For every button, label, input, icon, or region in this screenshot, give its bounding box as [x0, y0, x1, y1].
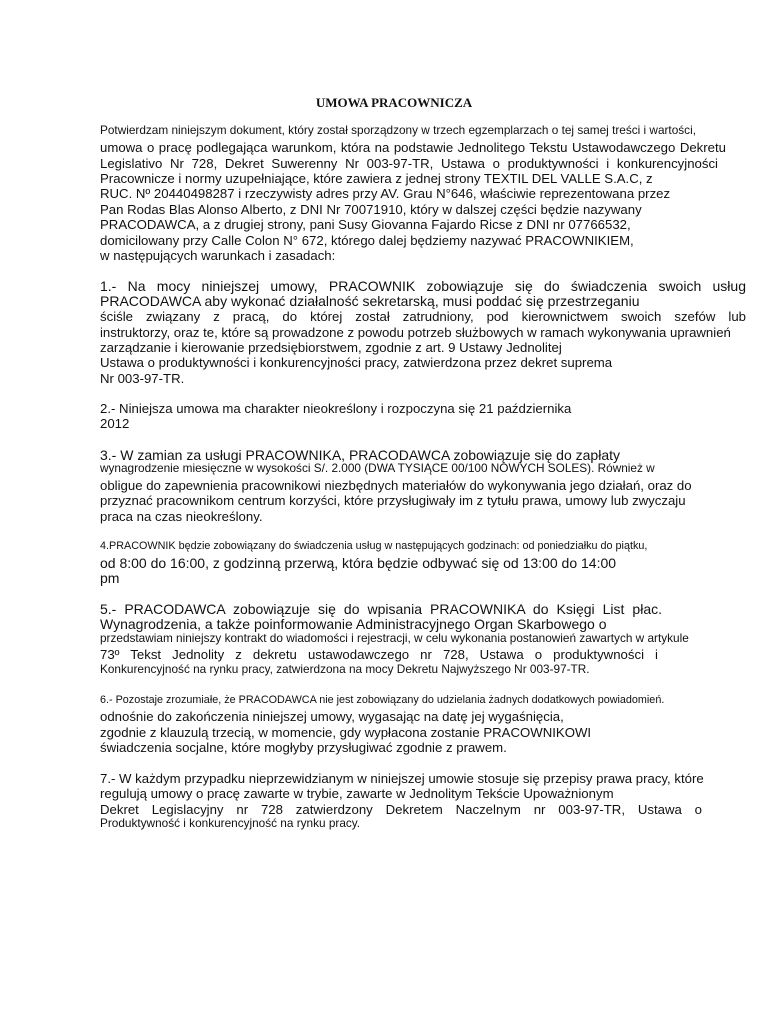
clause-3-line-1: 3.- W zamian za usługi PRACOWNIKA, PRACODAWCA zobowiązuje się do zapłaty — [100, 447, 620, 463]
clause-1-line-4: instruktorzy, oraz te, które są prowadzone z powodu potrzeb służbowych w ramach wykonywania uprawnień — [100, 325, 731, 340]
intro-line-5: RUC. Nº 20440498287 i rzeczywisty adres przy AV. Grau N°646, właściwie reprezentowana przez — [100, 186, 671, 201]
intro-line-1: Potwierdzam niniejszym dokument, który został sporządzony w trzech egzemplarzach o tej samej treści i wartości, — [100, 123, 696, 137]
clause-3-line-2: wynagrodzenie miesięczne w wysokości S/. 2.000 (DWA TYSIĄCE 00/100 NOWYCH SOLES). Również w — [100, 461, 655, 475]
clause-6-line-2: odnośnie do zakończenia niniejszej umowy, wygasając na datę jej wygaśnięcia, — [100, 709, 564, 724]
clause-5-line-1: 5.- PRACODAWCA zobowiązuje się do wpisania PRACOWNIKA do Księgi List płac. — [100, 601, 662, 617]
clause-1-line-2: PRACODAWCA aby wykonać działalność sekretarską, musi poddać się przestrzeganiu — [100, 293, 640, 309]
clause-6-line-1: 6.- Pozostaje zrozumiałe, że PRACODAWCA nie jest zobowiązany do udzielania żadnych dodatkowych powiadomień. — [100, 694, 665, 706]
intro-line-3: Legislativo Nr 728, Dekret Suwerenny Nr 003-97-TR, Ustawa o produktywności i konkurencyjności — [100, 156, 718, 171]
clause-2-line-1: 2.- Niniejsza umowa ma charakter nieokreślony i rozpoczyna się 21 października — [100, 401, 572, 416]
clause-1-line-1: 1.- Na mocy niniejszej umowy, PRACOWNIK zobowiązuje się do świadczenia swoich usług — [100, 278, 746, 294]
intro-line-4: Pracownicze i normy uzupełniające, które zawiera z jednej strony TEXTIL DEL VALLE S.A.C, z — [100, 171, 653, 186]
clause-1-line-3: ściśle związany z pracą, do której został zatrudniony, pod kierownictwem swoich szefów lub — [100, 309, 746, 324]
clause-4-line-3: pm — [100, 570, 120, 586]
clause-5-line-3: przedstawiam niniejszy kontrakt do wiadomości i rejestracji, w celu wykonania postanowień zawartych w artykule — [100, 631, 689, 645]
clause-7-line-4: Produktywność i konkurencyjność na rynku pracy. — [100, 816, 361, 830]
intro-line-6: Pan Rodas Blas Alonso Alberto, z DNI Nr 70071910, który w dalszej części będzie nazywany — [100, 202, 642, 217]
clause-1-line-6: Ustawa o produktywności i konkurencyjności pracy, zatwierdzona przez dekret suprema — [100, 355, 613, 370]
clause-1-line-7: Nr 003-97-TR. — [100, 371, 185, 386]
intro-line-2: umowa o pracę podlegająca warunkom, która na podstawie Jednolitego Tekstu Ustawodawczego Dekretu — [100, 140, 726, 155]
intro-line-7: PRACODAWCA, a z drugiej strony, pani Susy Giovanna Fajardo Ricse z DNI nr 07766532, — [100, 217, 631, 232]
intro-line-9: w następujących warunkach i zasadach: — [100, 248, 336, 263]
clause-6-line-3: zgodnie z klauzulą trzecią, w momencie, gdy wypłacona zostanie PRACOWNIKOWI — [100, 725, 592, 740]
clause-3-line-4: przyznać pracownikom centrum korzyści, które przysługiwały im z tytułu prawa, umowy lub zwyczaju — [100, 493, 686, 508]
clause-3-line-5: praca na czas nieokreślony. — [100, 509, 263, 524]
clause-5-line-5: Konkurencyjność na rynku pracy, zatwierdzona na mocy Dekretu Najwyższego Nr 003-97-TR. — [100, 662, 590, 676]
intro-line-8: domicilowany przy Calle Colon N° 672, którego dalej będziemy nazywać PRACOWNIKIEM, — [100, 233, 634, 248]
clause-6-line-4: świadczenia socjalne, które mogłyby przysługiwać zgodnie z prawem. — [100, 740, 507, 755]
clause-4-line-2: od 8:00 do 16:00, z godzinną przerwą, która będzie odbywać się od 13:00 do 14:00 — [100, 555, 617, 571]
document-title: UMOWA PRACOWNICZA — [315, 95, 473, 110]
clause-4-line-1: 4.PRACOWNIK będzie zobowiązany do świadczenia usług w następujących godzinach: od poniedziałku do piątku, — [100, 540, 648, 552]
clause-2-line-2: 2012 — [100, 416, 130, 431]
clause-7-line-3: Dekret Legislacyjny nr 728 zatwierdzony Dekretem Naczelnym nr 003-97-TR, Ustawa o — [100, 802, 702, 817]
clause-3-line-3: obligue do zapewnienia pracownikowi niezbędnych materiałów do wykonywania jego działań, oraz do — [100, 478, 692, 493]
clause-7-line-2: regulują umowy o pracę zawarte w trybie, zawarte w Jednolitym Tekście Upoważnionym — [100, 786, 614, 801]
clause-5-line-2: Wynagrodzenia, a także poinformowanie Administracyjnego Organ Skarbowego o — [100, 616, 607, 632]
clause-1-line-5: zarządzanie i kierowanie przedsiębiorstwem, zgodnie z art. 9 Ustawy Jednolitej — [100, 340, 562, 355]
clause-7-line-1: 7.- W każdym przypadku nieprzewidzianym w niniejszej umowie stosuje się przepisy prawa pracy, które — [100, 771, 704, 786]
clause-5-line-4: 73º Tekst Jednolity z dekretu ustawodawczego nr 728, Ustawa o produktywności i — [100, 647, 658, 662]
